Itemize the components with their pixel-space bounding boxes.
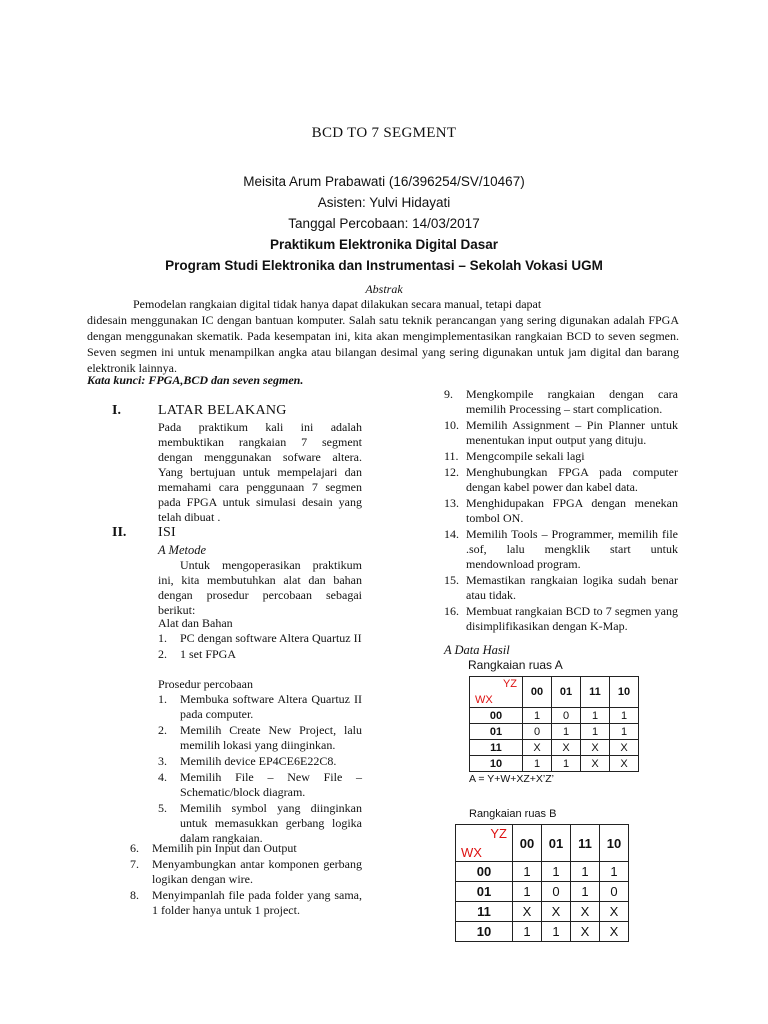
table-cell: X <box>600 902 629 922</box>
table-cell: 0 <box>552 708 581 724</box>
wx-label: WX <box>475 694 493 706</box>
abstract-heading: Abstrak <box>365 282 403 296</box>
row-header: 00 <box>470 708 523 724</box>
equation-a: A = Y+W+XZ+X’Z’ <box>469 773 555 785</box>
table-cell: 0 <box>600 882 629 902</box>
list-item <box>130 888 362 918</box>
column-header: 11 <box>581 677 610 708</box>
list-item-text: Membuat rangkaian BCD to 7 segmen yang disimplifikasikan dengan K-Map. <box>466 604 678 633</box>
list-item <box>444 527 678 572</box>
list-item <box>444 418 678 448</box>
author-block <box>0 171 768 276</box>
yz-label: YZ <box>502 678 517 690</box>
table-row <box>470 708 639 724</box>
list-item-number: 14. <box>444 527 459 541</box>
row-header: 00 <box>456 862 513 882</box>
assistant-line: Asisten: Yulvi Hidayati <box>317 195 451 210</box>
list-item-number: 3. <box>158 754 167 768</box>
list-item-number: 2. <box>158 723 167 737</box>
list-item-number: 11. <box>444 449 459 463</box>
list-item-number: 12. <box>444 465 459 479</box>
list-item-text: 1 set FPGA <box>180 647 237 661</box>
column-header: 10 <box>610 677 639 708</box>
table-cell: 1 <box>513 922 542 942</box>
table-row <box>470 756 639 772</box>
table-header-row <box>470 677 639 708</box>
table-cell: X <box>542 902 571 922</box>
list-item-number: 1. <box>158 692 167 706</box>
metode-intro: Untuk mengoperasikan praktikum ini, kita membutuhkan alat dan bahan dengan prosedur percobaan sebagai berikut: <box>158 558 362 617</box>
row-header: 11 <box>470 740 523 756</box>
table-cell: 1 <box>552 756 581 772</box>
table-header-row <box>456 825 629 862</box>
list-item-text: Memilih pin Input dan Output <box>152 841 297 855</box>
column-header: 01 <box>552 677 581 708</box>
list-item-text: Mengkompile rangkaian dengan cara memilih Processing – start complication. <box>466 387 678 416</box>
kmap-table-a <box>469 676 639 772</box>
list-item-text: Menghidupakan FPGA dengan menekan tombol ON. <box>466 496 678 525</box>
kmap-table-b <box>455 824 629 942</box>
list-item-text: Memilih device EP4CE6E22C8. <box>180 754 337 768</box>
column-header: 11 <box>571 825 600 862</box>
list-item <box>444 387 678 417</box>
table-cell: 1 <box>542 922 571 942</box>
course-line: Praktikum Elektronika Digital Dasar <box>269 237 499 252</box>
list-item-text: Menyambungkan antar komponen gerbang logikan dengan wire. <box>152 857 362 886</box>
section-1-number: I. <box>112 403 121 418</box>
section-2-title: ISI <box>158 525 177 540</box>
list-item-number: 4. <box>158 770 167 784</box>
column-header: 00 <box>513 825 542 862</box>
table-cell: 1 <box>600 862 629 882</box>
list-item <box>158 647 362 662</box>
list-item-number: 16. <box>444 604 459 618</box>
procedure-list <box>158 692 362 847</box>
row-header: 11 <box>456 902 513 922</box>
tools-label: Alat dan Bahan <box>158 616 233 630</box>
kmap-corner-cell <box>456 825 513 862</box>
table-row <box>470 740 639 756</box>
date-line: Tanggal Percobaan: 14/03/2017 <box>288 216 480 231</box>
section-2-number: II. <box>112 525 127 540</box>
program-line: Program Studi Elektronika dan Instrumentasi – Sekolah Vokasi UGM <box>165 258 603 273</box>
yz-label: YZ <box>490 826 507 841</box>
procedure-list-continued <box>130 841 362 919</box>
list-item <box>158 723 362 753</box>
list-item-text: Memilih File – New File – Schematic/block diagram. <box>180 770 362 799</box>
list-item-text: Menghubungkan FPGA pada computer dengan kabel power dan kabel data. <box>466 465 678 494</box>
list-item <box>130 841 362 856</box>
table-cell: X <box>581 740 610 756</box>
abstract-text: didesain menggunakan IC dengan bantuan komputer. Salah satu teknik perancangan yang sering digunakan adalah FPGA dengan menggunakan skematik. Pada kesempatan ini, kita akan mengimplementasikan rangkaian BCD to seven segmen. Seven segmen ini untuk menampilkan angka atau bilangan desimal yang sering digunakan untuk jam digital dan barang elektronik lainnya. <box>87 313 679 375</box>
table-cell: 1 <box>552 724 581 740</box>
tools-list <box>158 631 362 663</box>
procedure-label: Prosedur percobaan <box>158 677 253 691</box>
table-cell: X <box>610 740 639 756</box>
list-item-text: Memilih Tools – Programmer, memilih file .sof, lalu mengklik start untuk mendownload program. <box>466 527 678 571</box>
column-header: 10 <box>600 825 629 862</box>
procedure-list-right <box>444 387 678 635</box>
kmap-corner-cell <box>470 677 523 708</box>
table-cell: 1 <box>610 724 639 740</box>
list-item <box>444 604 678 634</box>
table-cell: X <box>600 922 629 942</box>
table-cell: 1 <box>523 708 552 724</box>
list-item <box>158 754 362 769</box>
table-cell: 1 <box>542 862 571 882</box>
list-item <box>130 857 362 887</box>
list-item-text: Memilih Create New Project, lalu memilih lokasi yang diinginkan. <box>180 723 362 752</box>
list-item-text: PC dengan software Altera Quartuz II <box>180 631 362 645</box>
table-cell: 1 <box>513 862 542 882</box>
list-item <box>158 770 362 800</box>
list-item-number: 6. <box>130 841 139 855</box>
row-header: 10 <box>470 756 523 772</box>
abstract-first-line: Pemodelan rangkaian digital tidak hanya dapat dilakukan secara manual, tetapi dapat <box>133 297 542 311</box>
list-item <box>444 449 678 464</box>
table-cell: X <box>513 902 542 922</box>
table-row <box>456 902 629 922</box>
list-item <box>158 631 362 646</box>
list-item-text: Membuka software Altera Quartuz II pada computer. <box>180 692 362 721</box>
column-header: 01 <box>542 825 571 862</box>
table-row <box>456 862 629 882</box>
table-cell: 0 <box>542 882 571 902</box>
row-header: 10 <box>456 922 513 942</box>
table-cell: 1 <box>523 756 552 772</box>
list-item <box>444 465 678 495</box>
data-hasil-heading: A Data Hasil <box>444 643 510 657</box>
table-cell: X <box>552 740 581 756</box>
list-item-number: 15. <box>444 573 459 587</box>
list-item-number: 8. <box>130 888 139 902</box>
table-row <box>456 882 629 902</box>
table-a-caption: Rangkaian ruas A <box>468 658 563 672</box>
table-cell: 1 <box>581 724 610 740</box>
row-header: 01 <box>456 882 513 902</box>
table-cell: 1 <box>610 708 639 724</box>
list-item-text: Memilih symbol yang diinginkan untuk memasukkan gerbang logika dalam rangkaian. <box>180 801 362 845</box>
list-item-text: Menyimpanlah file pada folder yang sama, 1 folder hanya untuk 1 project. <box>152 888 362 917</box>
list-item-number: 13. <box>444 496 459 510</box>
table-cell: 1 <box>571 882 600 902</box>
table-cell: X <box>523 740 552 756</box>
list-item-text: Memastikan rangkaian logika sudah benar atau tidak. <box>466 573 678 602</box>
table-cell: 1 <box>571 862 600 882</box>
list-item-number: 1. <box>158 631 167 645</box>
table-cell: 1 <box>581 708 610 724</box>
column-header: 00 <box>523 677 552 708</box>
list-item-number: 10. <box>444 418 459 432</box>
list-item <box>444 573 678 603</box>
table-b-caption: Rangkaian ruas B <box>469 808 557 820</box>
subsection-metode: A Metode <box>158 543 207 557</box>
list-item-text: Mengcompile sekali lagi <box>466 449 585 463</box>
author-line: Meisita Arum Prabawati (16/396254/SV/10467) <box>243 174 525 189</box>
keywords: Kata kunci: FPGA,BCD dan seven segmen. <box>87 373 304 387</box>
list-item <box>158 692 362 722</box>
paper-title: BCD TO 7 SEGMENT <box>311 125 457 141</box>
abstract-body <box>87 296 679 376</box>
wx-label: WX <box>461 845 482 860</box>
table-cell: X <box>571 902 600 922</box>
list-item <box>444 496 678 526</box>
list-item-text: Memilih Assignment – Pin Planner untuk menentukan input output yang dituju. <box>466 418 678 447</box>
list-item-number: 9. <box>444 387 453 401</box>
table-cell: X <box>581 756 610 772</box>
table-row <box>470 724 639 740</box>
row-header: 01 <box>470 724 523 740</box>
table-row <box>456 922 629 942</box>
list-item-number: 2. <box>158 647 167 661</box>
section-1-text: Pada praktikum kali ini adalah membuktikan rangkaian 7 segment dengan menggunakan sofware altera. Yang bertujuan untuk mempelajari dan memahami cara penggunaan 7 segmen pada FPGA untuk simulasi desain yang telah dibuat . <box>158 420 362 524</box>
list-item <box>158 801 362 846</box>
section-1-title: LATAR BELAKANG <box>158 403 287 418</box>
table-cell: 1 <box>513 882 542 902</box>
table-cell: 0 <box>523 724 552 740</box>
table-cell: X <box>610 756 639 772</box>
list-item-number: 5. <box>158 801 167 815</box>
list-item-number: 7. <box>130 857 139 871</box>
table-cell: X <box>571 922 600 942</box>
